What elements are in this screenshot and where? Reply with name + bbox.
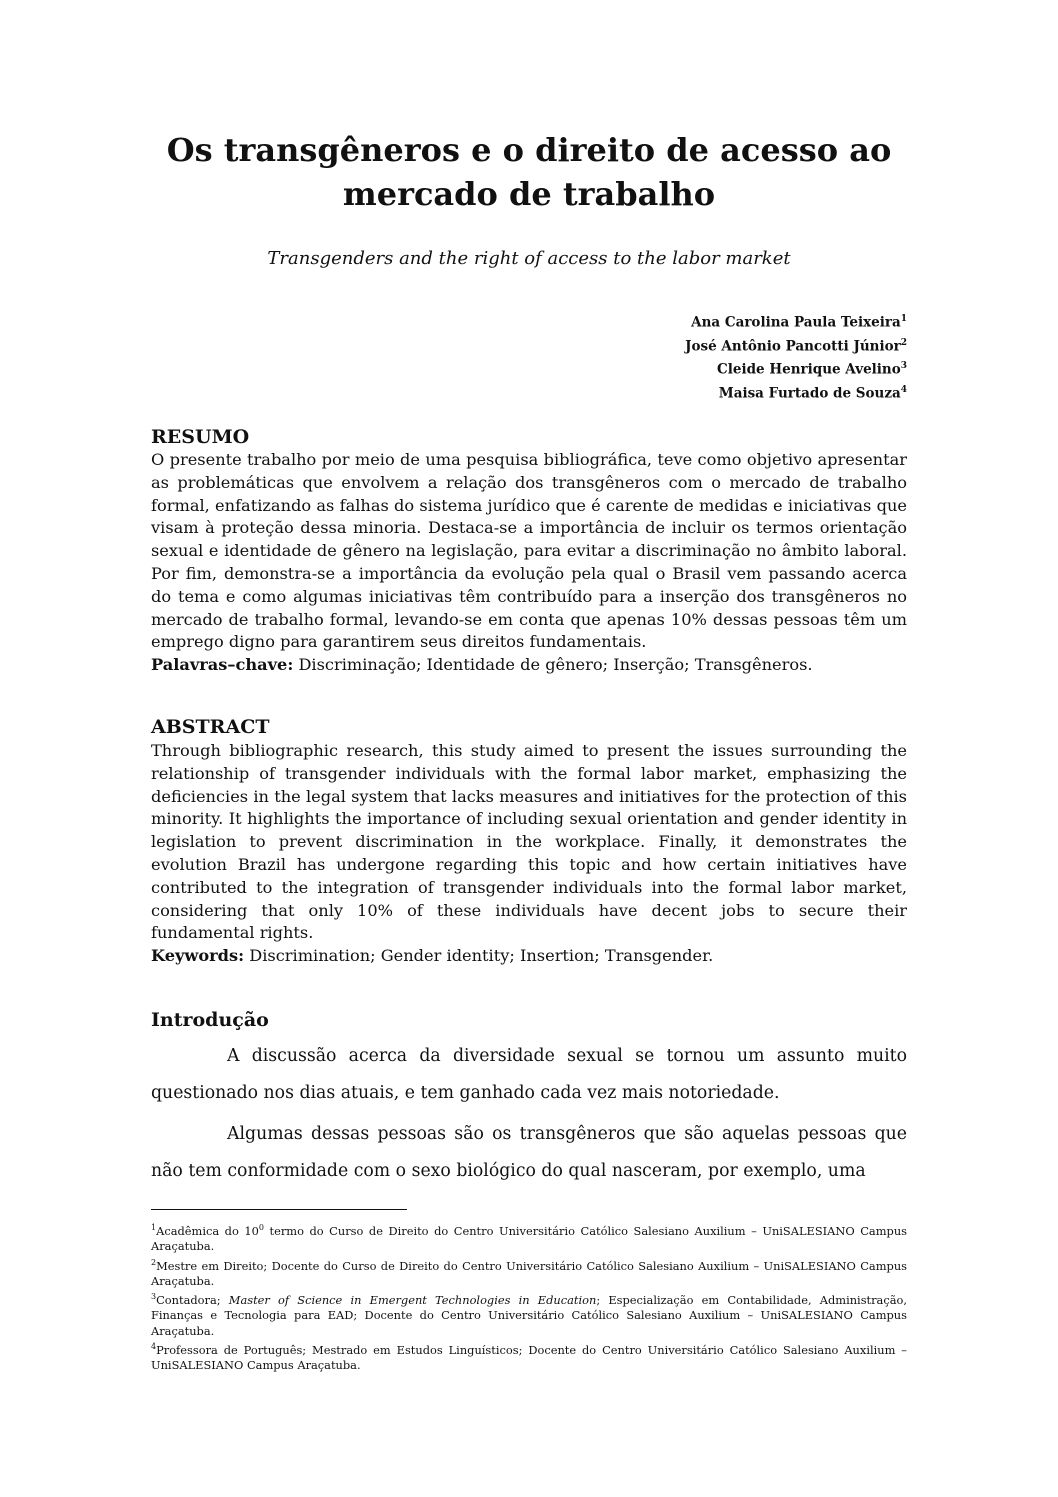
footnote-1-mark: 1 [151, 1223, 157, 1232]
introducao-paragraph-2: Algumas dessas pessoas são os transgêneros que são aquelas pessoas que não tem conformidade com o sexo biológico do qual nasceram, por exemplo, uma [151, 1124, 907, 1181]
author-3-footnote-mark: 3 [900, 361, 907, 371]
abstract-keywords-list: Discrimination; Gender identity; Insertion; Transgender. [249, 946, 714, 966]
introducao-paragraph-1: A discussão acerca da diversidade sexual se tornou um assunto muito questionado nos dias atuais, e tem ganhado cada vez mais notoriedade. [151, 1046, 907, 1103]
footnote-4-text: Professora de Português; Mestrado em Estudos Linguísticos; Docente do Centro Universitário Católico Salesiano Auxilium – UniSALESIANO Campus Araçatuba. [151, 1343, 907, 1373]
footnote-separator [151, 1209, 407, 1210]
resumo-heading: RESUMO [151, 426, 250, 448]
footnote-2-text: Mestre em Direito; Docente do Curso de Direito do Centro Universitário Católico Salesiano Auxilium – UniSALESIANO Campus Araçatuba. [151, 1258, 907, 1288]
footnote-4 [151, 1339, 907, 1374]
author-2 [685, 333, 907, 357]
footnotes [151, 1220, 907, 1374]
resumo-keywords [151, 654, 907, 677]
footnote-3-text-b: ; Especialização em Contabilidade, Administração, Finanças e Tecnologia para EAD; Docente do Centro Universitário Católico Salesiano Auxilium – UniSALESIANO Campus Araçatuba. [151, 1293, 907, 1338]
paper-subtitle-english: Transgenders and the right of access to the labor market [267, 248, 791, 269]
abstract-heading: ABSTRACT [151, 716, 270, 738]
footnote-3-italic: Master of Science in Emergent Technologies in Education [228, 1293, 597, 1308]
author-1 [685, 309, 907, 333]
footnote-1 [151, 1220, 907, 1255]
footnote-2 [151, 1255, 907, 1290]
footnote-1-text-b: termo do Curso de Direito do Centro Universitário Católico Salesiano Auxilium – UniSALESIANO Campus Araçatuba. [151, 1223, 907, 1254]
abstract-keywords [151, 945, 907, 968]
author-2-name: José Antônio Pancotti Júnior [685, 338, 901, 354]
author-4 [685, 380, 907, 404]
paper-title-line-2: mercado de trabalho [342, 175, 716, 213]
footnote-1-text-a: Acadêmica do 10 [156, 1223, 259, 1238]
footnote-3-text-a: Contadora; [156, 1293, 229, 1308]
abstract-section [151, 740, 907, 968]
author-1-name: Ana Carolina Paula Teixeira [691, 314, 901, 331]
resumo-keywords-list: Discriminação; Identidade de gênero; Inserção; Transgêneros. [298, 655, 813, 675]
introducao-heading: Introdução [151, 1009, 269, 1031]
author-4-name: Maisa Furtado de Souza [718, 385, 901, 401]
abstract-text: Through bibliographic research, this study aimed to present the issues surrounding the relationship of transgender individuals with the formal labor market, emphasizing the deficiencies in the legal system that lacks measures and initiatives for the protection of this minority. It highlights the importance of including sexual orientation and gender identity in legislation to prevent discrimination in the workplace. Finally, it demonstrates the evolution Brazil has undergone regarding this topic and how certain initiatives have contributed to the integration of transgender individuals into the formal labor market, considering that only 10% of these individuals have decent jobs to secure their fundamental rights. [151, 741, 907, 943]
author-2-footnote-mark: 2 [900, 337, 907, 348]
author-3-name: Cleide Henrique Avelino [717, 361, 901, 378]
footnote-3 [151, 1289, 907, 1339]
resumo-text: O presente trabalho por meio de uma pesquisa bibliográfica, teve como objetivo apresentar as problemáticas que envolvem a relação dos transgêneros com o mercado de trabalho formal, enfatizando as falhas do sistema jurídico que é carente de medidas e iniciativas que visam à proteção dessa minoria. Destaca-se a importância de incluir os termos orientação sexual e identidade de gênero na legislação, para evitar a discriminação no âmbito laboral. Por fim, demonstra-se a importância da evolução pela qual o Brasil vem passando acerca do tema e como algumas iniciativas têm contribuído para a inserção dos transgêneros no mercado de trabalho formal, levando-se em conta que apenas 10% dessas pessoas têm um emprego digno para garantirem seus direitos fundamentais. [151, 450, 907, 652]
abstract-keywords-label: Keywords: [151, 946, 245, 966]
paper-title [120, 128, 938, 216]
author-4-footnote-mark: 4 [900, 384, 907, 395]
resumo-keywords-label: Palavras–chave: [151, 655, 294, 675]
paper-title-line-1: Os transgêneros e o direito de acesso ao [166, 131, 892, 169]
resumo-section [151, 449, 907, 677]
footnote-4-mark: 4 [151, 1342, 157, 1352]
footnote-3-mark: 3 [151, 1292, 157, 1302]
author-1-footnote-mark: 1 [900, 314, 907, 324]
footnote-1-degree: 0 [258, 1223, 264, 1232]
footnote-2-mark: 2 [151, 1257, 157, 1267]
author-3 [685, 356, 907, 380]
author-list [685, 309, 907, 403]
